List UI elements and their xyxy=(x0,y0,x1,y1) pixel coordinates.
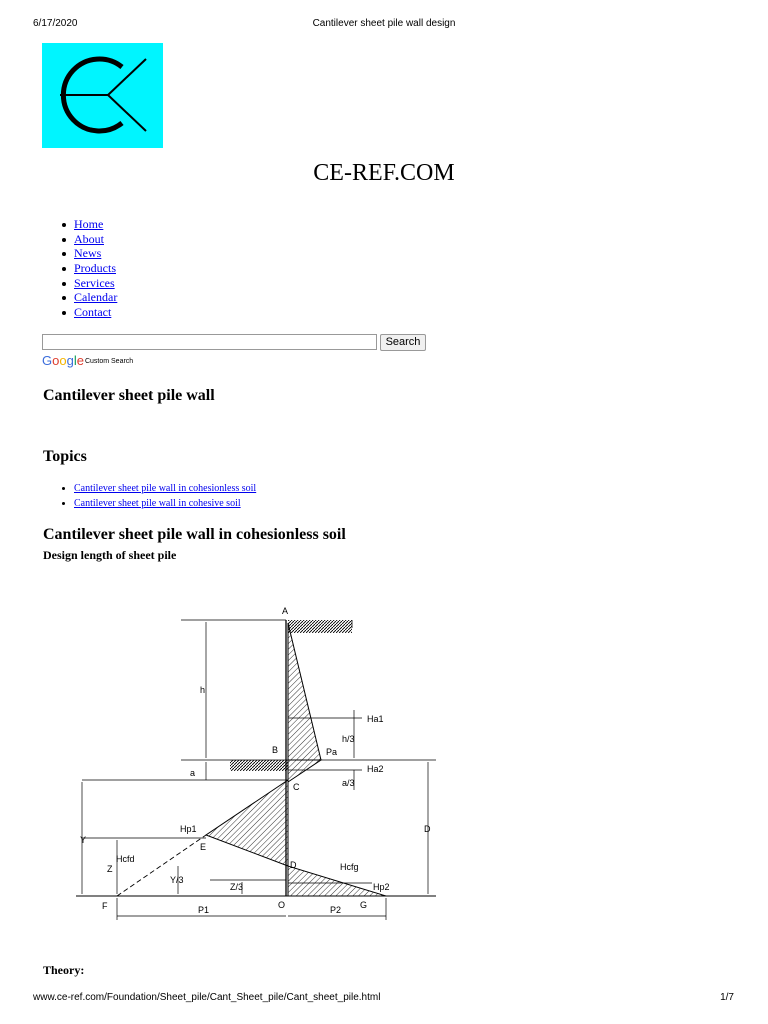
label-o: O xyxy=(278,900,286,910)
label-z3: Z/3 xyxy=(230,882,244,892)
nav-item-calendar xyxy=(59,290,117,305)
active-pressure-region xyxy=(288,623,321,760)
label-e: E xyxy=(200,842,207,852)
ground-surface-top xyxy=(288,620,352,633)
nav-item-services xyxy=(59,276,117,291)
site-name: CE-REF.COM xyxy=(313,160,455,186)
label-h: h xyxy=(200,685,206,695)
label-p1: P1 xyxy=(198,905,210,915)
topic-link-cohesionless[interactable]: Cantilever sheet pile wall in cohesionless soil xyxy=(74,483,257,494)
print-url: www.ce-ref.com/Foundation/Sheet_pile/Cant_Sheet_pile/Cant_sheet_pile.html xyxy=(33,992,381,1003)
label-hcfd: Hcfd xyxy=(116,854,135,864)
label-f: F xyxy=(102,901,108,911)
section-heading: Cantilever sheet pile wall in cohesionless soil xyxy=(43,526,346,543)
topics-list xyxy=(59,481,256,511)
passive-pressure-region xyxy=(206,780,288,866)
label-a: A xyxy=(282,606,289,616)
google-custom-search-brand xyxy=(42,352,133,371)
label-ha2: Ha2 xyxy=(367,764,384,774)
section-subheading: Design length of sheet pile xyxy=(43,548,177,562)
print-title: Cantilever sheet pile wall design xyxy=(312,18,456,29)
nav-link-home[interactable]: Home xyxy=(74,217,104,231)
topic-link-cohesive[interactable]: Cantilever sheet pile wall in cohesive soil xyxy=(74,498,241,509)
label-hp2: Hp2 xyxy=(373,882,390,892)
nav-link-calendar[interactable]: Calendar xyxy=(74,290,118,305)
ground-surface-dredge xyxy=(230,760,288,771)
custom-search-label: Custom Search xyxy=(84,357,134,365)
main-nav xyxy=(59,217,117,320)
nav-item-about xyxy=(59,232,117,247)
label-d-length: D xyxy=(424,824,431,834)
page-title: Cantilever sheet pile wall xyxy=(43,387,215,404)
label-p2: P2 xyxy=(330,905,342,915)
ce-ref-logo-icon xyxy=(42,43,163,148)
topics-heading: Topics xyxy=(43,448,87,465)
label-hp1: Hp1 xyxy=(180,824,197,834)
nav-link-about[interactable]: About xyxy=(74,231,104,246)
nav-item-products xyxy=(59,261,117,276)
topic-item xyxy=(59,481,256,496)
active-pressure-region-lower xyxy=(288,760,321,782)
label-ha1: Ha1 xyxy=(367,714,384,724)
label-h3: h/3 xyxy=(342,734,355,744)
google-logo-text: Google xyxy=(42,353,84,368)
label-a-depth: a xyxy=(190,768,196,778)
nav-link-products[interactable]: Products xyxy=(74,261,116,276)
search-input[interactable] xyxy=(42,334,377,350)
site-logo[interactable] xyxy=(42,43,163,148)
nav-link-contact[interactable]: Contact xyxy=(74,305,112,320)
label-y3: Y/3 xyxy=(170,875,184,885)
label-d: D xyxy=(290,860,297,870)
label-g: G xyxy=(360,900,368,910)
nav-item-contact xyxy=(59,305,117,320)
print-date: 6/17/2020 xyxy=(33,18,78,29)
nav-item-home xyxy=(59,217,117,232)
nav-item-news xyxy=(59,246,117,261)
search-button[interactable]: Search xyxy=(380,334,426,351)
label-c: C xyxy=(293,782,300,792)
label-b: B xyxy=(272,745,279,755)
passive-pressure-region-right xyxy=(288,866,386,896)
topic-item xyxy=(59,496,256,511)
label-a3: a/3 xyxy=(342,778,355,788)
label-z: Z xyxy=(107,864,113,874)
nav-link-services[interactable]: Services xyxy=(74,275,115,290)
label-pa: Pa xyxy=(326,747,338,757)
label-hcfg: Hcfg xyxy=(340,862,359,872)
sheet-pile-pressure-diagram xyxy=(60,600,450,930)
label-y: Y xyxy=(80,835,87,845)
nav-link-news[interactable]: News xyxy=(74,246,102,261)
theory-heading: Theory: xyxy=(43,963,85,977)
page-number: 1/7 xyxy=(720,992,734,1003)
